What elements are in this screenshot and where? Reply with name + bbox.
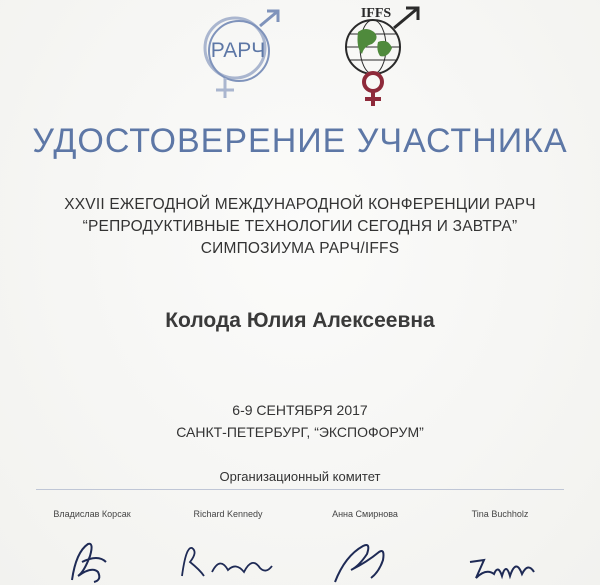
signature-buchholz: [440, 532, 560, 584]
event-dates: 6-9 СЕНТЯБРЯ 2017: [232, 402, 368, 418]
rarch-logo-text: РАРЧ: [210, 39, 266, 62]
logo-row: [0, 0, 600, 110]
signatory-name: Анна Смирнова: [332, 509, 398, 519]
signature-kennedy: [168, 532, 288, 584]
iffs-logo-text: IFFS: [360, 6, 392, 21]
event-location: САНКТ-ПЕТЕРБУРГ, “ЭКСПОФОРУМ”: [176, 424, 424, 440]
participant-name: Колода Юлия Алексеевна: [165, 309, 435, 332]
certificate-title: УДОСТОВЕРЕНИЕ УЧАСТНИКА: [32, 122, 568, 160]
signature-korsak: [32, 532, 152, 584]
divider: [36, 489, 564, 490]
committee-label: Организационный комитет: [219, 469, 381, 484]
signature-smirnova: [305, 532, 425, 584]
conference-line-1: XXVII ЕЖЕГОДНОЙ МЕЖДУНАРОДНОЙ КОНФЕРЕНЦИИ РАРЧ: [64, 196, 536, 213]
signatory-name: Richard Kennedy: [193, 509, 263, 519]
iffs-logo: [318, 2, 438, 107]
rarch-logo: [183, 8, 293, 100]
conference-line-2: “РЕПРОДУКТИВНЫЕ ТЕХНОЛОГИИ СЕГОДНЯ И ЗАВТРА”: [82, 218, 518, 235]
signatory-name: Tina Buchholz: [471, 509, 529, 519]
conference-line-3: СИМПОЗИУМА РАРЧ/IFFS: [200, 240, 400, 257]
signatory-name: Владислав Корсак: [53, 509, 131, 519]
